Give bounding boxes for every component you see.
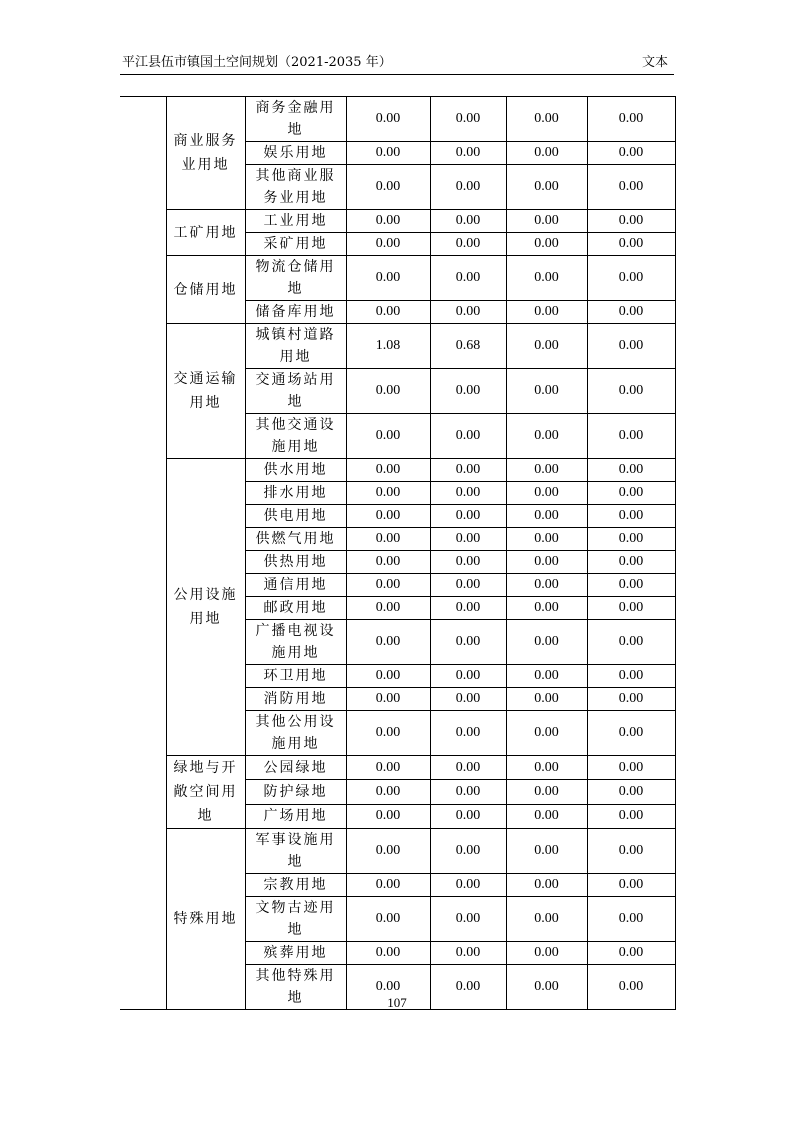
subcategory-cell — [245, 804, 346, 828]
value-cell: 0.00 — [430, 165, 506, 210]
value-cell: 0.00 — [506, 505, 587, 528]
category-label: 公用设施用地 — [173, 587, 238, 627]
value-cell: 0.00 — [346, 459, 430, 482]
subcategory-label: 其他公用设施用地 — [255, 714, 336, 752]
category-label: 特殊用地 — [173, 911, 238, 927]
subcategory-cell — [245, 210, 346, 233]
value-cell: 0.00 — [346, 897, 430, 942]
subcategory-cell — [245, 897, 346, 942]
value-cell: 0.00 — [587, 324, 675, 369]
value-cell: 0.00 — [587, 256, 675, 301]
value-cell: 0.00 — [506, 874, 587, 897]
subcategory-cell — [245, 711, 346, 756]
page-header — [120, 52, 674, 75]
subcategory-cell — [245, 414, 346, 459]
value-cell: 0.00 — [506, 142, 587, 165]
subcategory-label: 供电用地 — [263, 508, 328, 524]
subcategory-label: 环卫用地 — [263, 668, 328, 684]
value-cell: 0.00 — [346, 965, 430, 1010]
value-cell: 0.00 — [346, 233, 430, 256]
subcategory-cell — [245, 829, 346, 874]
value-cell: 0.00 — [346, 597, 430, 620]
value-cell: 0.00 — [430, 897, 506, 942]
value-cell: 0.00 — [430, 528, 506, 551]
value-cell: 0.00 — [430, 804, 506, 828]
subcategory-cell — [245, 459, 346, 482]
subcategory-cell — [245, 780, 346, 804]
value-cell: 0.00 — [430, 97, 506, 142]
subcategory-cell — [245, 505, 346, 528]
outer-category-cell — [120, 97, 166, 1010]
value-cell: 0.00 — [346, 942, 430, 965]
value-cell: 0.00 — [430, 459, 506, 482]
subcategory-label: 储备库用地 — [255, 304, 336, 320]
value-cell: 0.00 — [430, 482, 506, 505]
value-cell: 0.00 — [506, 780, 587, 804]
value-cell: 0.00 — [346, 688, 430, 711]
subcategory-cell — [245, 233, 346, 256]
subcategory-label: 交通场站用地 — [255, 372, 336, 410]
value-cell: 0.00 — [587, 897, 675, 942]
category-label: 商业服务业用地 — [173, 133, 238, 173]
category-label: 工矿用地 — [173, 224, 238, 241]
value-cell: 0.00 — [587, 804, 675, 828]
value-cell: 0.00 — [430, 551, 506, 574]
subcategory-label: 消防用地 — [263, 691, 328, 707]
value-cell: 0.00 — [506, 414, 587, 459]
value-cell: 0.68 — [430, 324, 506, 369]
subcategory-cell — [245, 942, 346, 965]
value-cell: 0.00 — [506, 324, 587, 369]
value-cell: 0.00 — [346, 482, 430, 505]
value-cell: 0.00 — [346, 369, 430, 414]
subcategory-cell — [245, 574, 346, 597]
value-cell: 0.00 — [506, 369, 587, 414]
subcategory-cell — [245, 688, 346, 711]
subcategory-cell — [245, 324, 346, 369]
value-cell: 0.00 — [587, 711, 675, 756]
subcategory-cell — [245, 369, 346, 414]
subcategory-cell — [245, 665, 346, 688]
subcategory-label: 公园绿地 — [263, 759, 328, 776]
value-cell: 0.00 — [430, 942, 506, 965]
value-cell: 0.00 — [587, 233, 675, 256]
value-cell: 0.00 — [346, 528, 430, 551]
value-cell: 0.00 — [430, 210, 506, 233]
value-cell: 0.00 — [587, 551, 675, 574]
value-cell: 0.00 — [506, 965, 587, 1010]
subcategory-label: 供燃气用地 — [255, 531, 336, 547]
subcategory-cell — [245, 874, 346, 897]
value-cell: 0.00 — [506, 574, 587, 597]
value-cell: 0.00 — [346, 574, 430, 597]
subcategory-label: 供热用地 — [263, 554, 328, 570]
value-cell: 0.00 — [587, 482, 675, 505]
value-cell: 0.00 — [430, 301, 506, 324]
value-cell: 0.00 — [587, 965, 675, 1010]
value-cell: 0.00 — [430, 620, 506, 665]
value-cell: 0.00 — [430, 688, 506, 711]
value-cell: 0.00 — [587, 165, 675, 210]
subcategory-label: 军事设施用地 — [255, 832, 336, 870]
value-cell: 0.00 — [506, 97, 587, 142]
value-cell: 0.00 — [587, 459, 675, 482]
subcategory-label: 邮政用地 — [263, 600, 328, 616]
value-cell: 0.00 — [506, 165, 587, 210]
subcategory-label: 宗教用地 — [263, 877, 328, 893]
subcategory-label: 广场用地 — [263, 808, 328, 825]
subcategory-cell — [245, 165, 346, 210]
value-cell: 0.00 — [506, 233, 587, 256]
value-cell: 0.00 — [430, 665, 506, 688]
value-cell: 0.00 — [430, 756, 506, 780]
table-row — [120, 459, 675, 482]
value-cell: 0.00 — [587, 142, 675, 165]
value-cell: 0.00 — [346, 804, 430, 828]
category-cell — [166, 459, 245, 756]
value-cell: 0.00 — [430, 233, 506, 256]
value-cell: 0.00 — [430, 874, 506, 897]
value-cell: 0.00 — [346, 780, 430, 804]
subcategory-label: 工业用地 — [263, 213, 328, 229]
subcategory-label: 城镇村道路用地 — [255, 327, 336, 365]
category-cell — [166, 324, 245, 459]
value-cell: 0.00 — [587, 942, 675, 965]
subcategory-cell — [245, 597, 346, 620]
value-cell: 0.00 — [346, 505, 430, 528]
page-number: 107 — [387, 995, 407, 1010]
value-cell: 0.00 — [506, 804, 587, 828]
value-cell: 0.00 — [430, 711, 506, 756]
category-cell — [166, 256, 245, 324]
category-label: 绿地与开敞空间用地 — [173, 760, 238, 824]
value-cell: 0.00 — [346, 829, 430, 874]
subcategory-cell — [245, 482, 346, 505]
value-cell: 0.00 — [346, 756, 430, 780]
value-cell: 0.00 — [587, 780, 675, 804]
category-cell — [166, 829, 245, 1010]
value-cell: 0.00 — [587, 597, 675, 620]
value-cell: 0.00 — [506, 482, 587, 505]
table-row — [120, 324, 675, 369]
subcategory-cell — [245, 551, 346, 574]
value-cell: 0.00 — [587, 505, 675, 528]
subcategory-cell — [245, 756, 346, 780]
value-cell: 0.00 — [506, 897, 587, 942]
value-cell: 0.00 — [430, 574, 506, 597]
value-cell: 0.00 — [430, 597, 506, 620]
subcategory-label: 其他特殊用地 — [255, 968, 336, 1006]
value-cell: 0.00 — [506, 256, 587, 301]
value-cell: 0.00 — [430, 505, 506, 528]
value-cell: 0.00 — [430, 829, 506, 874]
value-cell: 0.00 — [506, 528, 587, 551]
category-label: 交通运输用地 — [173, 371, 238, 411]
table-row — [120, 97, 675, 142]
value-cell: 0.00 — [587, 528, 675, 551]
value-cell: 0.00 — [430, 369, 506, 414]
table-row — [120, 756, 675, 780]
table-row — [120, 210, 675, 233]
value-cell: 0.00 — [506, 829, 587, 874]
value-cell: 0.00 — [430, 256, 506, 301]
value-cell: 0.00 — [587, 874, 675, 897]
category-cell — [166, 97, 245, 210]
value-cell: 0.00 — [506, 665, 587, 688]
value-cell: 0.00 — [506, 301, 587, 324]
value-cell: 0.00 — [346, 210, 430, 233]
value-cell: 0.00 — [430, 414, 506, 459]
value-cell: 0.00 — [587, 574, 675, 597]
value-cell: 0.00 — [587, 620, 675, 665]
value-cell: 0.00 — [587, 756, 675, 780]
value-cell: 0.00 — [587, 369, 675, 414]
subcategory-label: 文物古迹用地 — [255, 900, 336, 938]
value-cell: 0.00 — [506, 688, 587, 711]
value-cell: 0.00 — [346, 414, 430, 459]
subcategory-cell — [245, 256, 346, 301]
subcategory-label: 排水用地 — [263, 485, 328, 501]
value-cell: 0.00 — [346, 256, 430, 301]
subcategory-label: 其他交通设施用地 — [255, 417, 336, 455]
subcategory-label: 通信用地 — [263, 577, 328, 593]
subcategory-cell — [245, 620, 346, 665]
value-cell: 0.00 — [430, 965, 506, 1010]
subcategory-label: 殡葬用地 — [263, 945, 328, 961]
value-cell: 0.00 — [346, 874, 430, 897]
value-cell: 0.00 — [506, 551, 587, 574]
subcategory-label: 物流仓储用地 — [255, 259, 336, 297]
land-use-table — [120, 96, 676, 1010]
value-cell: 0.00 — [346, 665, 430, 688]
value-cell: 0.00 — [587, 688, 675, 711]
subcategory-label: 娱乐用地 — [263, 145, 328, 161]
value-cell: 0.00 — [430, 780, 506, 804]
value-cell: 0.00 — [587, 97, 675, 142]
subcategory-label: 供水用地 — [263, 462, 328, 478]
value-cell: 0.00 — [587, 665, 675, 688]
subcategory-cell — [245, 97, 346, 142]
value-cell: 0.00 — [506, 942, 587, 965]
value-cell: 0.00 — [506, 597, 587, 620]
value-cell: 0.00 — [346, 142, 430, 165]
subcategory-label: 其他商业服务业用地 — [255, 168, 336, 206]
value-cell: 0.00 — [346, 551, 430, 574]
value-cell: 0.00 — [587, 829, 675, 874]
subcategory-label: 防护绿地 — [263, 783, 328, 800]
value-cell: 0.00 — [506, 711, 587, 756]
value-cell: 1.08 — [346, 324, 430, 369]
category-cell — [166, 210, 245, 256]
value-cell: 0.00 — [587, 210, 675, 233]
value-cell: 0.00 — [346, 620, 430, 665]
value-cell: 0.00 — [346, 301, 430, 324]
value-cell: 0.00 — [506, 620, 587, 665]
category-label: 仓储用地 — [173, 281, 238, 298]
subcategory-label: 商务金融用地 — [255, 100, 336, 138]
value-cell: 0.00 — [587, 301, 675, 324]
value-cell: 0.00 — [430, 142, 506, 165]
table-row — [120, 829, 675, 874]
value-cell: 0.00 — [506, 210, 587, 233]
section-label: 文本 — [641, 55, 668, 70]
value-cell: 0.00 — [346, 97, 430, 142]
land-use-table-body — [120, 97, 675, 1010]
category-cell — [166, 756, 245, 829]
subcategory-cell — [245, 528, 346, 551]
value-cell: 0.00 — [346, 165, 430, 210]
subcategory-cell — [245, 142, 346, 165]
table-row — [120, 256, 675, 301]
subcategory-cell — [245, 301, 346, 324]
document-title: 平江县伍市镇国土空间规划（2021-2035 年） — [122, 55, 392, 70]
value-cell: 0.00 — [506, 756, 587, 780]
subcategory-label: 广播电视设施用地 — [255, 623, 336, 661]
value-cell: 0.00 — [506, 459, 587, 482]
value-cell: 0.00 — [346, 711, 430, 756]
subcategory-label: 采矿用地 — [263, 236, 328, 252]
value-cell: 0.00 — [587, 414, 675, 459]
